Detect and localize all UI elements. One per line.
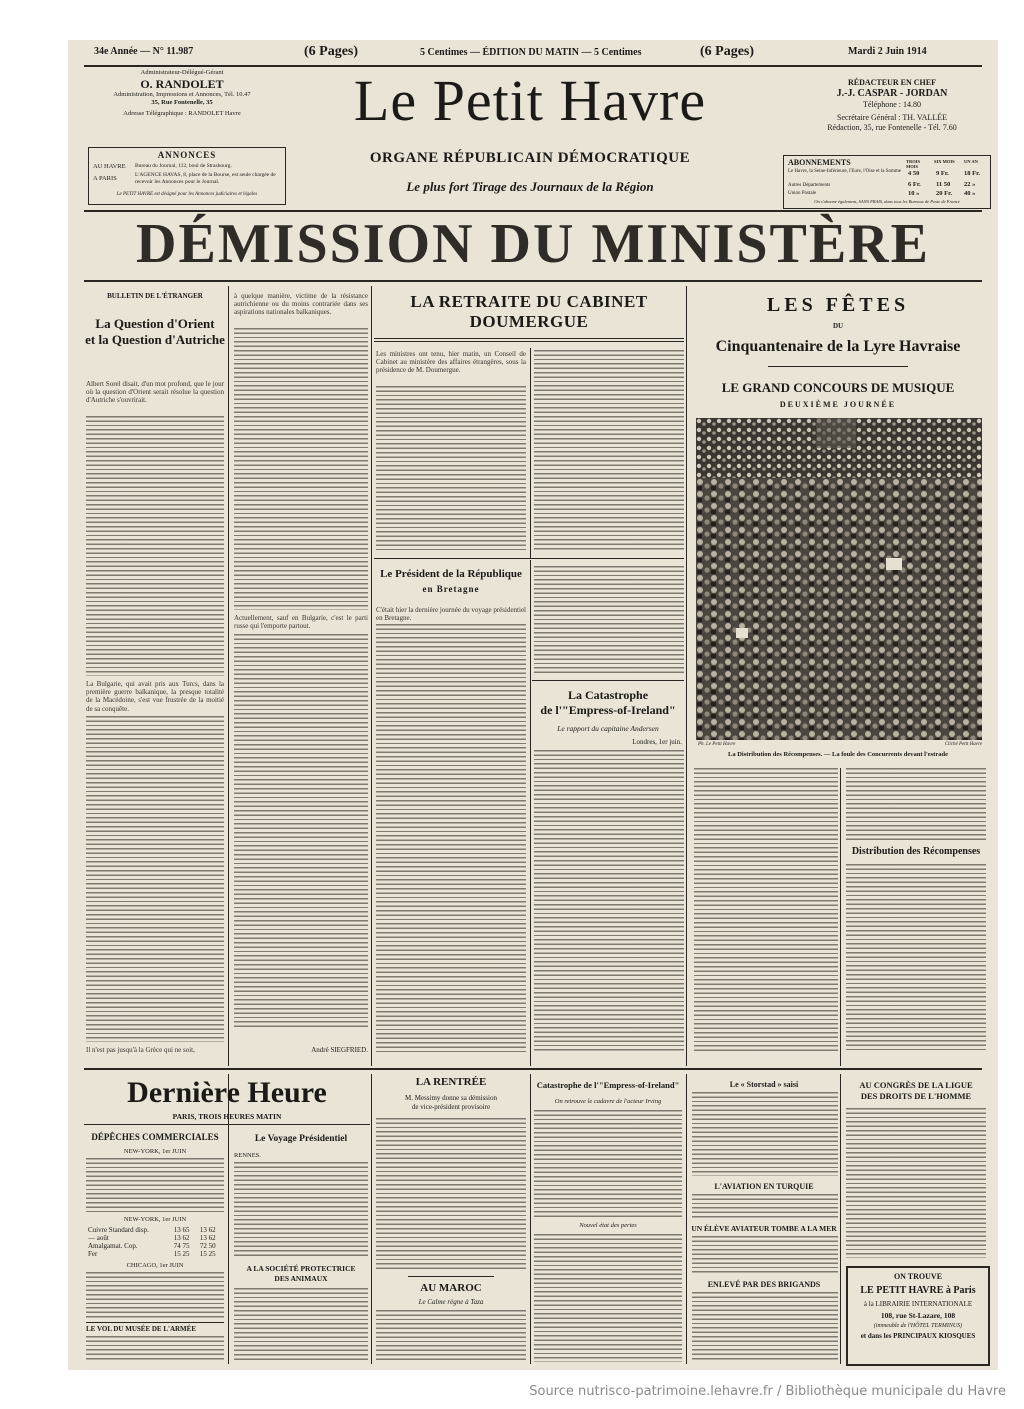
maroc-subtitle: Le Calme règne à Taza [418, 1298, 484, 1306]
congres-title-line1: AU CONGRÈS DE LA LIGUE [859, 1080, 973, 1090]
catastrophe-title-line1: La Catastrophe [567, 688, 649, 702]
abonnements-row-havre: Le Havre, la Seine-Inférieure, l'Eure, l'Oise et la Somme [788, 169, 902, 174]
market-label: Fer [88, 1250, 98, 1258]
abonnements-price: 11 50 [936, 181, 951, 188]
masthead-title: Le Petit Havre [353, 68, 707, 133]
storstad-body-text [692, 1092, 838, 1176]
admin-address-2: 35, Rue Fontenelle, 35 [151, 99, 213, 106]
on-trouve-line4: 108, rue St-Lazare, 108 [880, 1311, 956, 1320]
admin-telegraph: Adresse Télégraphique : RANDOLET Havre [123, 110, 241, 117]
president-title: Le Président de la République [380, 568, 522, 580]
rentree-body-text [376, 1118, 526, 1270]
orient-title-line2: et la Question d'Autriche [85, 332, 225, 347]
voyage-body-text [234, 1162, 368, 1258]
congres-title-line2: DES DROITS DE L'HOMME [860, 1091, 972, 1101]
ny-dateline-1: NEW-YORK, 1er JUIN [123, 1148, 187, 1155]
protectrice-line2: DES ANIMAUX [274, 1274, 328, 1283]
brigands-title: ENLEVÉ PAR DES BRIGANDS [707, 1280, 821, 1289]
on-trouve-box [846, 1266, 990, 1366]
protectrice-title [232, 1264, 370, 1284]
issue-number: 34e Année — N° 11.987 [94, 46, 194, 57]
abonnements-price: 10 » [908, 190, 920, 197]
protectrice-line1: A LA SOCIÉTÉ PROTECTRICE [246, 1264, 356, 1273]
orient-title [84, 316, 226, 348]
vol-musee-body-text [86, 1336, 224, 1362]
market-row [86, 1226, 224, 1234]
on-trouve-line2: LE PETIT HAVRE à Paris [860, 1285, 976, 1296]
market-value: 13 65 [173, 1226, 190, 1234]
chicago-body-text [86, 1272, 224, 1318]
orient-body-text [86, 716, 224, 1042]
catastrophe-kicker: Le rapport du capitaine Andersen [557, 724, 659, 733]
abonnements-price: 4 50 [908, 170, 920, 177]
market-label: Amalgamat. Cop. [88, 1242, 138, 1250]
col2-para2: Actuellement, sauf en Bulgarie, c'est le parti russe qui l'emporte partout. [234, 614, 368, 631]
on-trouve-line1: ON TROUVE [893, 1272, 943, 1281]
price-line: 5 Centimes — ÉDITION DU MATIN — 5 Centimes [420, 47, 642, 58]
vol-musee-title: LE VOL DU MUSÉE DE L'ARMÉE [86, 1325, 197, 1333]
masthead-subtitle: ORGANE RÉPUBLICAIN DÉMOCRATIQUE [369, 150, 691, 166]
abonnements-row-union: Union Postale [788, 191, 817, 196]
annonces-city-havre: AU HAVRE [93, 163, 126, 170]
fetes-cinquantenaire: Cinquantenaire de la Lyre Havraise [715, 338, 961, 355]
abonnements-note: On s'abonne également, SANS FRAIS, dans tous les Bureaux de Poste de France [814, 199, 960, 204]
redaction-address: Rédaction, 35, rue Fontenelle - Tél. 7.60 [827, 123, 957, 132]
orient-para2: La Bulgarie, qui avait pris aux Turcs, dans la première guerre balkanique, la presque totalité de la Macédoine, s'est vue frustrée de la moitié de sa conquête. [86, 680, 224, 713]
market-label: — août [88, 1234, 109, 1242]
fetes-body-text [846, 768, 986, 842]
derniere-heure-title: Dernière Heure [127, 1076, 327, 1109]
col2-body-text [234, 328, 368, 610]
fetes-body-text [694, 768, 838, 1052]
abonnements-price: 40 » [964, 190, 976, 197]
ny-dateline-2: NEW-YORK, 1er JUIN [123, 1216, 187, 1223]
abonnements-col-3m: TROIS MOIS [906, 159, 921, 169]
on-trouve-line3: à la LIBRAIRIE INTERNATIONALE [863, 1300, 973, 1308]
storstad-title: Le « Storstad » saisi [729, 1080, 799, 1089]
abonnements-col-1y: UN AN [964, 159, 978, 164]
photo-caption: La Distribution des Récompenses. — La foule des Concurrents devant l'estrade [728, 751, 948, 758]
ny-body-text [86, 1158, 224, 1212]
fetes-concours: LE GRAND CONCOURS DE MUSIQUE [721, 380, 955, 395]
market-value: 15 25 [199, 1250, 216, 1258]
annonces-city-paris: A PARIS [93, 175, 117, 182]
market-value: 13 62 [173, 1234, 190, 1242]
aviation-body-text [692, 1194, 838, 1218]
abonnements-price: 18 Fr. [964, 170, 981, 177]
on-trouve-line5: (immeuble de l'HÔTEL TERMINUS) [873, 1323, 963, 1329]
market-value: 72 50 [199, 1242, 216, 1250]
abonnements-price: 20 Fr. [936, 190, 953, 197]
admin-name: O. RANDOLET [140, 77, 224, 91]
pages-right: (6 Pages) [700, 44, 755, 59]
maroc-title: AU MAROC [420, 1282, 482, 1294]
market-label: Cuivre Standard disp. [88, 1226, 149, 1234]
abonnements-price: 22 » [964, 181, 976, 188]
source-footer: Source nutrisco-patrimoine.lehavre.fr / Bibliothèque municipale du Havre [529, 1384, 1006, 1399]
abonnements-title: ABONNEMENTS [788, 158, 851, 167]
rentree-sub-line1: M. Messimy donne sa démission [405, 1094, 497, 1102]
masthead-tagline: Le plus fort Tirage des Journaux de la Région [406, 179, 654, 194]
cabinet-body-text [376, 386, 526, 552]
col2-body-text [234, 634, 368, 1030]
redaction-block [798, 78, 986, 133]
rentree-subtitle [374, 1094, 528, 1112]
abonnements-box [783, 155, 991, 209]
orient-body-text [86, 416, 224, 676]
president-lead: C'était hier la dernière journée du voyage présidentiel en Bretagne. [376, 606, 526, 623]
eleve-aviateur-title: UN ÉLÈVE AVIATEUR TOMBE A LA MER [691, 1224, 837, 1233]
annonces-box [88, 147, 286, 205]
rentree-title: LA RENTRÉE [415, 1076, 487, 1088]
orient-lead: Albert Sorel disait, d'un mot profond, que le jour où la question d'Orient serait résolue la question d'Autriche s'ouvrirait. [86, 380, 224, 405]
market-row [86, 1234, 224, 1242]
derniere-heure-subtitle: PARIS, TROIS HEURES MATIN [172, 1112, 282, 1121]
cabinet-lead: Les ministres ont tenu, hier matin, un Conseil de Cabinet au ministère des affaires étrangères, sous la présidence de M. Doumergue. [376, 350, 526, 375]
abonnements-col-6m: SIX MOIS [934, 159, 955, 164]
congres-title [844, 1080, 988, 1102]
cabinet-body-text [534, 350, 684, 552]
empress-lower-body-text [534, 1234, 682, 1362]
orient-para3: Il n'est pas jusqu'à la Grèce qui ne soit, [86, 1046, 195, 1054]
market-table [86, 1226, 224, 1258]
chicago-dateline: CHICAGO, 1er JUIN [126, 1262, 184, 1269]
redaction-phone: Téléphone : 14.80 [863, 100, 921, 109]
market-row [86, 1242, 224, 1250]
crowd-photo-drawing [696, 418, 982, 740]
admin-block [82, 69, 282, 118]
crowd-photo [696, 418, 982, 740]
fetes-du: DU [832, 322, 844, 330]
col2-signature: André SIEGFRIED. [311, 1046, 368, 1054]
abonnements-price: 6 Fr. [908, 181, 921, 188]
president-body-text [376, 624, 526, 1052]
redaction-secretary: Secrétaire Général : TH. VALLÉE [837, 113, 947, 122]
recompenses-title: Distribution des Récompenses [851, 846, 981, 857]
photo-credit-left: Ph. Le Petit Havre [698, 742, 736, 747]
on-trouve-line6: et dans les PRINCIPAUX KIOSQUES [860, 1332, 976, 1340]
president-subtitle: en Bretagne [422, 584, 480, 594]
annonces-havre-text: Bureau du Journal, 112, boul de Strasbourg. [135, 163, 232, 169]
rentree-sub-line2: de vice-président provisoire [411, 1103, 491, 1111]
congres-body-text [846, 1108, 986, 1258]
col2-lead: à quelque manière, victime de la résistance autrichienne ou du moins contrariée dans ses aspirations nationales balkaniques. [234, 292, 368, 317]
pages-left: (6 Pages) [304, 44, 359, 59]
main-headline: DÉMISSION DU MINISTÈRE [136, 213, 930, 275]
admin-role: Administrateur-Délégué-Gérant [140, 69, 224, 76]
bulletin-kicker: BULLETIN DE L'ÉTRANGER [107, 292, 203, 300]
market-value: 74 75 [173, 1242, 190, 1250]
catastrophe-title-line2: de l'"Empress-of-Ireland" [540, 703, 676, 717]
annonces-paris-text: L'AGENCE HAVAS, 8, place de la Bourse, est seule chargée de recevoir les Annonces pour le Journal. [135, 172, 276, 185]
recompenses-body-text [846, 864, 986, 1052]
market-row [86, 1250, 224, 1258]
market-value: 13 62 [199, 1234, 216, 1242]
abonnements-price: 9 Fr. [936, 170, 949, 177]
brigands-body-text [692, 1292, 838, 1362]
empress-lower-subtitle: On retrouve le cadavre de l'acteur Irving [554, 1098, 662, 1105]
depeches-title: DÉPÊCHES COMMERCIALES [91, 1132, 219, 1142]
aviation-title: L'AVIATION EN TURQUIE [714, 1182, 814, 1191]
empress-lower-body-text [534, 1110, 682, 1218]
eleve-aviateur-body-text [692, 1236, 838, 1274]
abonnements-row-depts: Autres Départements [788, 183, 831, 188]
catastrophe-title [532, 688, 684, 718]
empress-lower-subtitle-2: Nouvel état des pertes [579, 1222, 637, 1229]
catastrophe-prev-text [534, 566, 684, 674]
maroc-body-text [376, 1310, 526, 1362]
admin-address-1: Administration, Impressions et Annonces, Tél. 10.47 [113, 91, 251, 98]
redaction-name: J.-J. CASPAR - JORDAN [836, 88, 948, 99]
empress-lower-title: Catastrophe de l'"Empress-of-Ireland" [536, 1080, 680, 1090]
newspaper-page [68, 40, 998, 1370]
catastrophe-dateline: Londres, 1er juin. [632, 738, 682, 746]
annonces-title: ANNONCES [157, 150, 217, 160]
voyage-title: Le Voyage Présidentiel [254, 1134, 348, 1144]
redaction-role: RÉDACTEUR EN CHEF [847, 78, 936, 87]
annonces-note: Le PETIT HAVRE est désigné pour les Annonces judiciaires et légales [116, 192, 258, 197]
voyage-dateline: RENNES. [234, 1152, 261, 1159]
photo-credit-right: Cliché Petit Havre [944, 742, 982, 747]
orient-title-line1: La Question d'Orient [95, 316, 215, 331]
market-value: 15 25 [173, 1250, 190, 1258]
fetes-title: LES FÊTES [766, 294, 910, 316]
fetes-journee: DEUXIÈME JOURNÉE [779, 400, 897, 409]
market-value: 13 62 [199, 1226, 216, 1234]
protectrice-body-text [234, 1288, 368, 1362]
issue-date: Mardi 2 Juin 1914 [848, 46, 927, 57]
cabinet-title: LA RETRAITE DU CABINET DOUMERGUE [410, 292, 648, 331]
catastrophe-body-text [534, 750, 684, 1052]
